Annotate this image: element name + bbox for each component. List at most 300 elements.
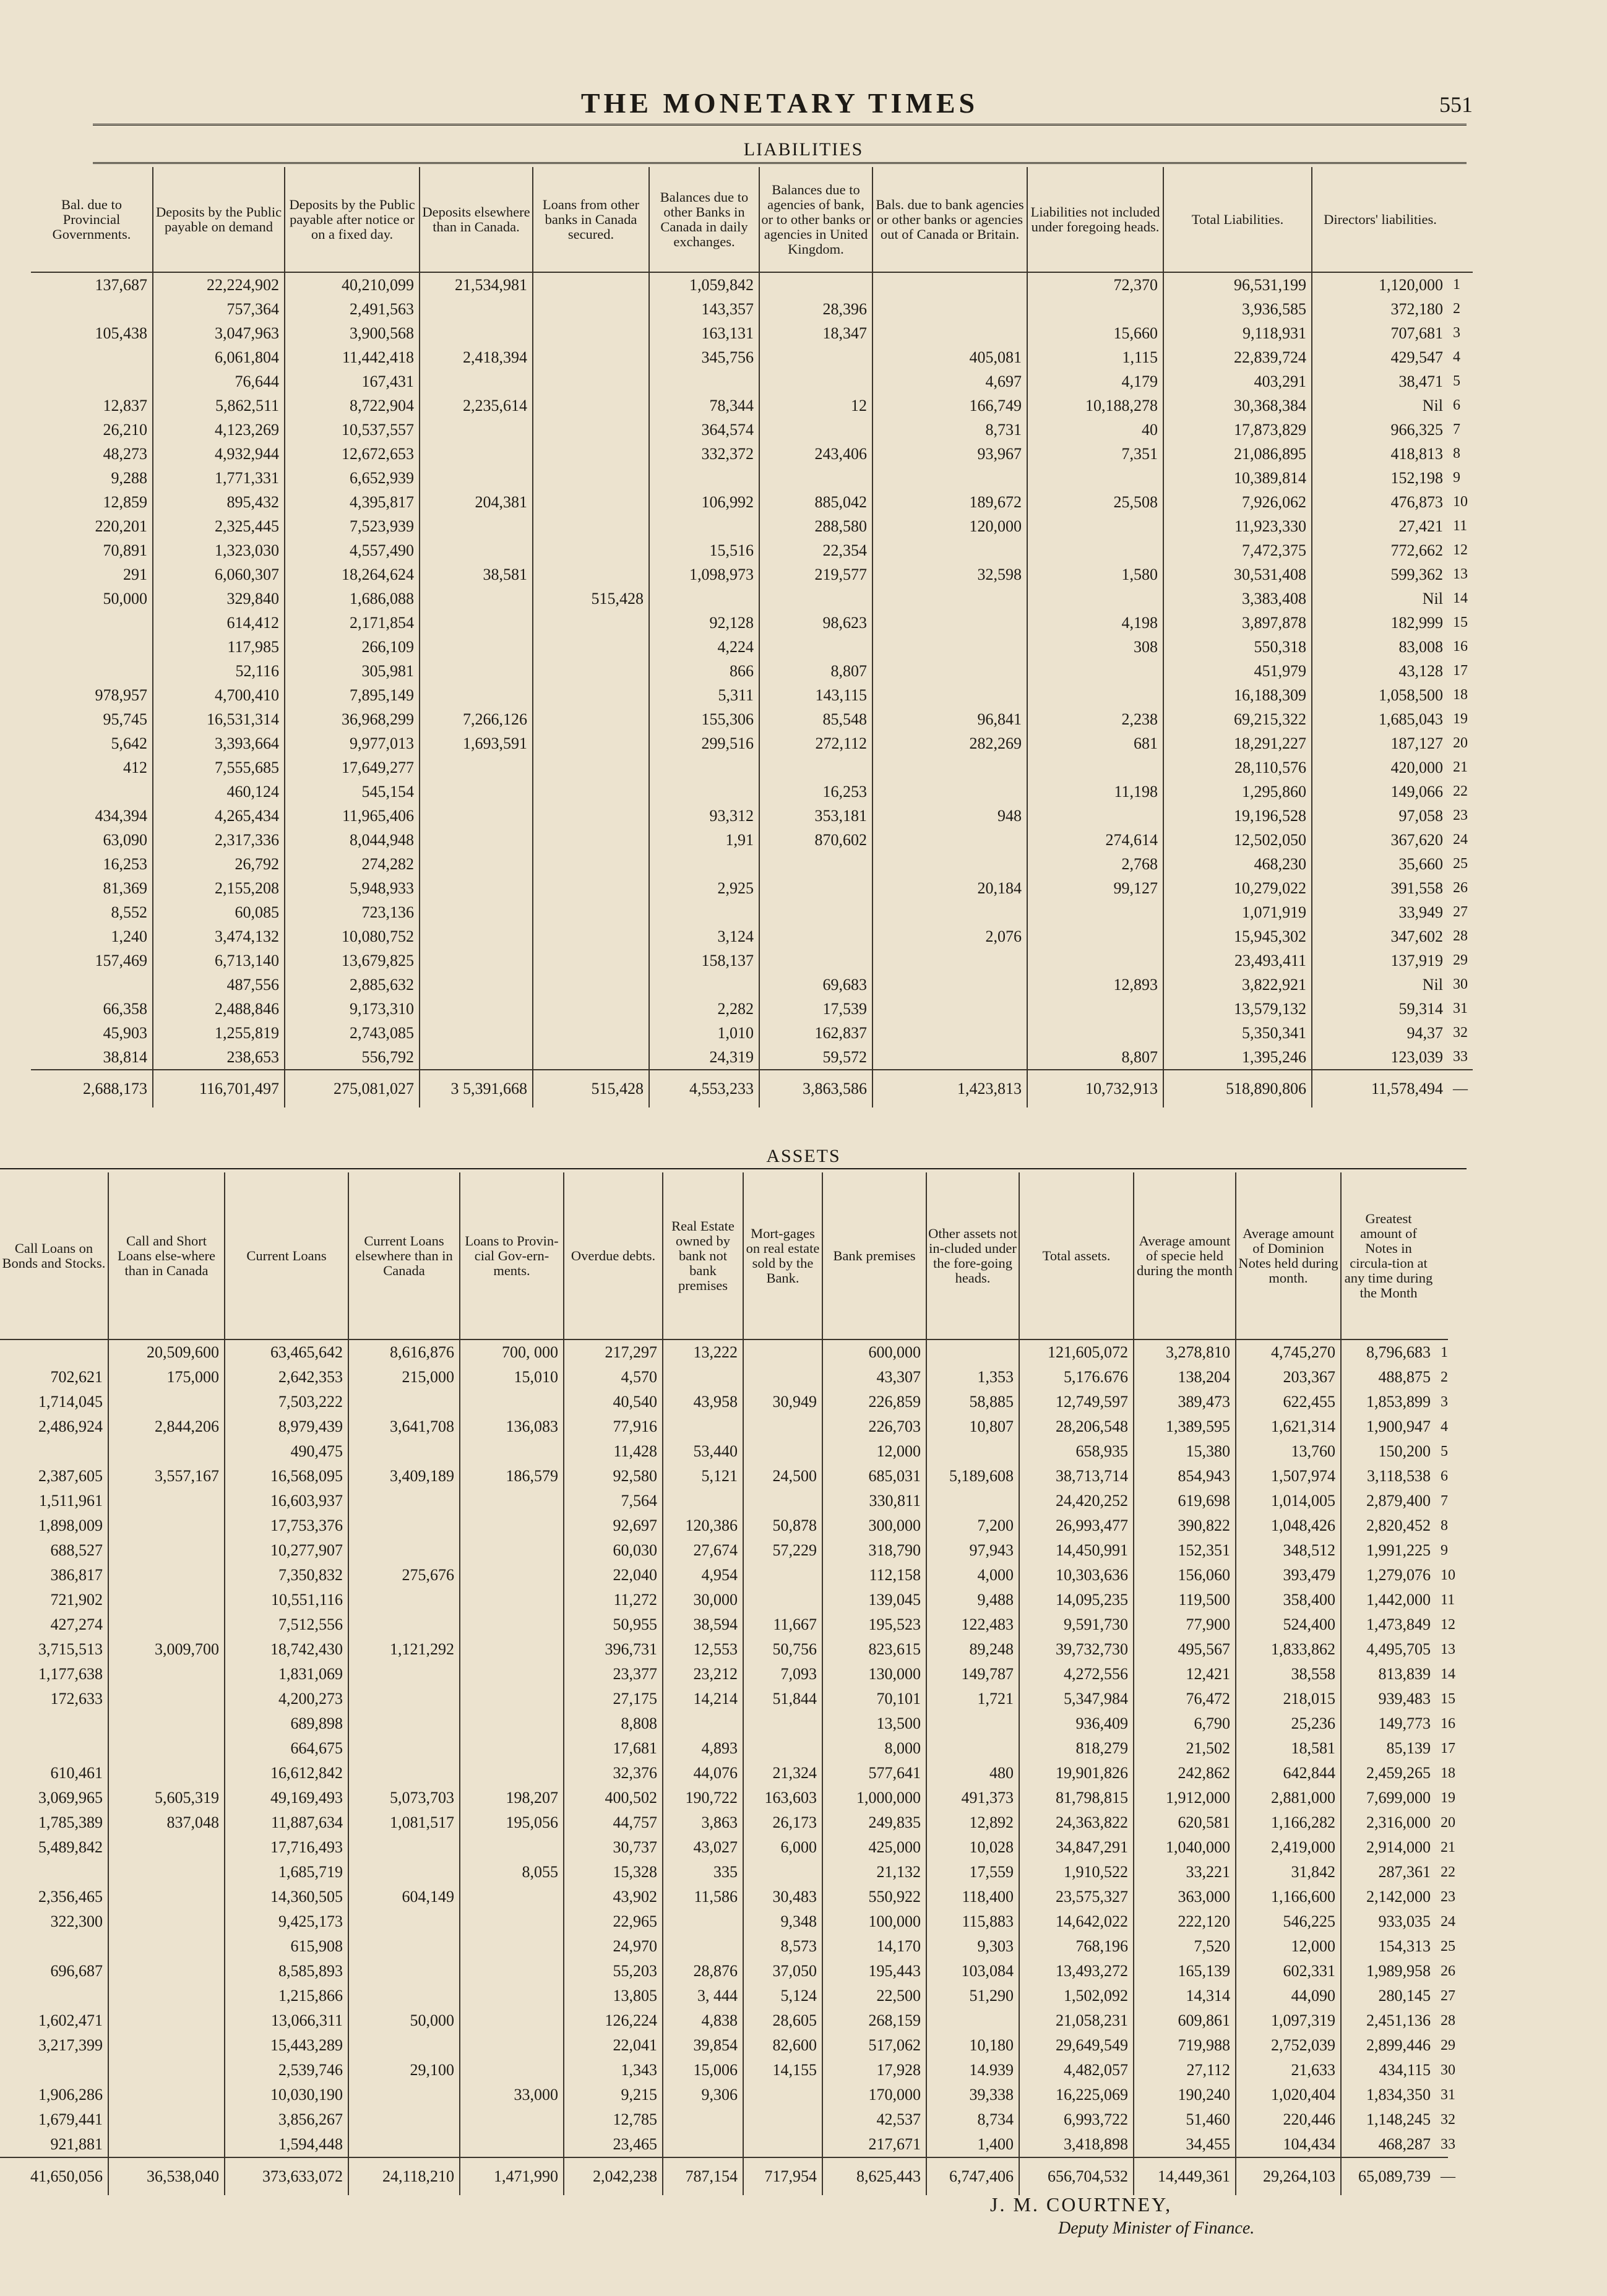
table-cell <box>1027 924 1163 948</box>
table-cell: 3,418,898 <box>1019 2132 1134 2157</box>
table-cell: 117,985 <box>153 635 285 659</box>
table-cell: 12,553 <box>663 1637 743 1662</box>
table-cell: 70,101 <box>822 1687 926 1711</box>
table-cell <box>872 1045 1027 1070</box>
table-cell: 195,443 <box>822 1959 926 1984</box>
table-cell <box>0 1934 108 1959</box>
table-cell: 60,030 <box>564 1538 663 1563</box>
table-row <box>31 1045 1473 1070</box>
row-number: 12 <box>1453 542 1468 558</box>
table-cell: 272,112 <box>759 731 872 755</box>
table-cell <box>108 2033 225 2058</box>
table-cell <box>108 1513 225 1538</box>
table-cell <box>108 1390 225 1414</box>
table-cell <box>348 1860 460 1885</box>
table-row <box>31 393 1473 418</box>
table-cell: 948 <box>872 804 1027 828</box>
table-cell: 38,814 <box>103 1048 147 1066</box>
table-cell <box>533 611 649 635</box>
table-cell: 138,204 <box>1134 1365 1236 1390</box>
row-number: 3 <box>1453 325 1460 341</box>
table-cell <box>663 1711 743 1736</box>
table-cell: 12,421 <box>1134 1662 1236 1687</box>
table-cell <box>743 1563 822 1588</box>
table-cell: 17,928 <box>822 2058 926 2083</box>
table-cell <box>348 2107 460 2132</box>
table-row <box>31 418 1473 442</box>
table-cell: 1,685,719 <box>225 1860 348 1885</box>
table-cell: 13,066,311 <box>225 2008 348 2033</box>
table-cell: 8,044,948 <box>285 828 420 852</box>
table-cell: 182,999 <box>1312 611 1448 635</box>
table-cell: 242,862 <box>1134 1761 1236 1786</box>
table-cell: 14,314 <box>1134 1984 1236 2008</box>
total-cell: 275,081,027 <box>285 1070 420 1107</box>
table-cell: 50,000 <box>348 2008 460 2033</box>
row-number: 23 <box>1441 1889 1455 1905</box>
table-cell: 49,169,493 <box>225 1786 348 1810</box>
table-cell <box>31 611 153 635</box>
table-cell <box>663 1414 743 1439</box>
table-cell: 60,085 <box>153 900 285 924</box>
table-cell: 939,483 <box>1341 1687 1436 1711</box>
table-cell <box>108 1588 225 1612</box>
table-cell: 9,215 <box>564 2083 663 2107</box>
table-cell: 15,945,302 <box>1163 924 1312 948</box>
table-cell: 405,081 <box>872 345 1027 369</box>
table-cell: 556,792 <box>285 1045 420 1070</box>
table-cell <box>533 659 649 683</box>
total-cell: 3 5,391,668 <box>420 1070 533 1107</box>
table-cell <box>348 1513 460 1538</box>
table-cell: 203,367 <box>1236 1365 1341 1390</box>
table-cell <box>108 1959 225 1984</box>
table-cell: 222,120 <box>1134 1909 1236 1934</box>
table-cell: 8,808 <box>564 1711 663 1736</box>
table-cell: 77,916 <box>564 1414 663 1439</box>
table-cell: 4,265,434 <box>153 804 285 828</box>
table-cell: 1,166,282 <box>1236 1810 1341 1835</box>
table-cell: 63,465,642 <box>225 1339 348 1365</box>
total-cell: 373,633,072 <box>225 2157 348 2195</box>
table-cell: 150,200 <box>1341 1439 1436 1464</box>
assets-header-4: Current Loans elsewhere than in Canada <box>348 1172 460 1339</box>
table-cell: 6,790 <box>1134 1711 1236 1736</box>
table-cell: 57,229 <box>743 1538 822 1563</box>
table-cell: 2,451,136 <box>1341 2008 1436 2033</box>
table-cell: 22,965 <box>564 1909 663 1934</box>
table-cell: 3,557,167 <box>108 1464 225 1489</box>
table-cell: 9,118,931 <box>1163 321 1312 345</box>
table-cell: 15,010 <box>460 1365 564 1390</box>
table-cell: 1,400 <box>926 2132 1019 2157</box>
table-row <box>31 587 1473 611</box>
table-cell: 978,957 <box>95 686 147 704</box>
table-cell: 2,491,563 <box>285 297 420 321</box>
table-cell: 18,742,430 <box>225 1637 348 1662</box>
table-cell <box>460 1736 564 1761</box>
table-cell: 30,000 <box>663 1588 743 1612</box>
table-cell: 158,137 <box>649 948 759 973</box>
table-cell: 7,699,000 <box>1341 1786 1436 1810</box>
table-cell <box>872 611 1027 635</box>
assets-header-5: Loans to Provin-cial Gov-ern-ments. <box>460 1172 564 1339</box>
table-cell <box>348 1711 460 1736</box>
row-number: 12 <box>1441 1617 1455 1633</box>
row-number: 24 <box>1453 832 1468 848</box>
table-cell <box>759 755 872 780</box>
table-cell: 1,785,389 <box>38 1813 103 1831</box>
row-number: 18 <box>1453 687 1468 703</box>
total-cell: 6,747,406 <box>926 2157 1019 2195</box>
table-cell: 389,473 <box>1134 1390 1236 1414</box>
table-cell: 10,277,907 <box>225 1538 348 1563</box>
row-number: 31 <box>1441 2087 1455 2103</box>
table-cell <box>533 272 649 297</box>
table-cell: 121,605,072 <box>1019 1339 1134 1365</box>
table-row <box>0 1390 1448 1414</box>
table-cell <box>108 2132 225 2157</box>
table-cell <box>108 1736 225 1761</box>
table-cell: 885,042 <box>759 490 872 514</box>
table-cell <box>759 418 872 442</box>
table-cell: 921,881 <box>50 2135 103 2153</box>
table-cell: 30,531,408 <box>1163 562 1312 587</box>
table-cell: 11,198 <box>1027 780 1163 804</box>
table-cell: 25,236 <box>1236 1711 1341 1736</box>
table-cell <box>533 490 649 514</box>
table-cell <box>31 973 153 997</box>
table-cell: 468,230 <box>1163 852 1312 876</box>
table-cell <box>1027 297 1163 321</box>
table-cell: 347,602 <box>1312 924 1448 948</box>
table-cell: 434,394 <box>95 807 147 825</box>
table-cell: 2,356,465 <box>38 1888 103 1906</box>
table-cell: 10,551,116 <box>225 1588 348 1612</box>
table-cell: 5,347,984 <box>1019 1687 1134 1711</box>
table-cell: 4,954 <box>663 1563 743 1588</box>
table-cell <box>31 345 153 369</box>
table-cell: 1,071,919 <box>1163 900 1312 924</box>
table-cell: 165,139 <box>1134 1959 1236 1984</box>
table-cell <box>108 1662 225 1687</box>
table-cell: 11,965,406 <box>285 804 420 828</box>
table-cell: 390,822 <box>1134 1513 1236 1538</box>
table-cell: 615,908 <box>225 1934 348 1959</box>
table-cell: 429,547 <box>1312 345 1448 369</box>
page-number: 551 <box>1439 92 1473 117</box>
table-cell: 9,288 <box>111 469 147 487</box>
total-cell: 1,471,990 <box>460 2157 564 2195</box>
table-cell <box>872 635 1027 659</box>
table-row <box>31 876 1473 900</box>
table-cell: 149,066 <box>1312 780 1448 804</box>
table-cell <box>108 1885 225 1909</box>
table-cell: 768,196 <box>1019 1934 1134 1959</box>
table-cell <box>460 1959 564 1984</box>
table-cell <box>926 2008 1019 2033</box>
table-cell: 3,393,664 <box>153 731 285 755</box>
table-cell <box>460 1687 564 1711</box>
table-cell <box>663 1489 743 1513</box>
table-cell: 545,154 <box>285 780 420 804</box>
table-cell: Nil <box>1312 587 1448 611</box>
table-row <box>0 1588 1448 1612</box>
liabilities-rule <box>93 162 1467 164</box>
table-cell <box>533 707 649 731</box>
table-cell: 7,472,375 <box>1163 538 1312 562</box>
liabilities-header-10: Total Liabilities. <box>1163 167 1312 272</box>
liabilities-header-rownum <box>1448 167 1473 272</box>
table-cell <box>420 924 533 948</box>
table-cell: 396,731 <box>564 1637 663 1662</box>
table-cell <box>460 1835 564 1860</box>
table-cell: 30,368,384 <box>1163 393 1312 418</box>
table-cell: 20,509,600 <box>108 1339 225 1365</box>
row-number: 33 <box>1441 2136 1455 2152</box>
table-cell: 3,047,963 <box>153 321 285 345</box>
table-cell: 32,598 <box>872 562 1027 587</box>
row-number: 9 <box>1441 1542 1448 1559</box>
table-cell: 2,743,085 <box>285 1021 420 1045</box>
table-cell: 1,255,819 <box>153 1021 285 1045</box>
table-cell: 69,215,322 <box>1163 707 1312 731</box>
table-cell: 15,380 <box>1134 1439 1236 1464</box>
table-cell: 5,176.676 <box>1019 1365 1134 1390</box>
table-cell: 6,652,939 <box>285 466 420 490</box>
total-cell: 515,428 <box>533 1070 649 1107</box>
table-row <box>31 973 1473 997</box>
table-cell: 14.939 <box>926 2058 1019 2083</box>
table-cell: 7,200 <box>926 1513 1019 1538</box>
table-cell <box>872 538 1027 562</box>
table-cell <box>460 2058 564 2083</box>
table-cell: 103,084 <box>926 1959 1019 1984</box>
table-cell: 642,844 <box>1236 1761 1341 1786</box>
table-cell: 550,318 <box>1163 635 1312 659</box>
table-cell: 59,314 <box>1312 997 1448 1021</box>
row-number: 25 <box>1441 1938 1455 1954</box>
table-cell: 23,465 <box>564 2132 663 2157</box>
table-cell: 1,020,404 <box>1236 2083 1341 2107</box>
row-number: 30 <box>1441 2062 1455 2078</box>
table-cell <box>460 1390 564 1414</box>
table-cell: 163,131 <box>649 321 759 345</box>
table-cell: 77,900 <box>1134 1612 1236 1637</box>
table-cell: 217,671 <box>822 2132 926 2157</box>
table-cell: 681 <box>1027 731 1163 755</box>
table-cell <box>663 1365 743 1390</box>
table-cell: 85,139 <box>1341 1736 1436 1761</box>
table-cell: 16,188,309 <box>1163 683 1312 707</box>
table-row <box>31 780 1473 804</box>
table-cell: 29,100 <box>348 2058 460 2083</box>
table-cell: 5,642 <box>111 734 147 752</box>
table-cell: 30,737 <box>564 1835 663 1860</box>
total-cell: 3,863,586 <box>759 1070 872 1107</box>
row-number: 14 <box>1453 590 1468 606</box>
table-row <box>0 2033 1448 2058</box>
row-number: 26 <box>1441 1963 1455 1979</box>
table-cell: 30,949 <box>743 1390 822 1414</box>
table-cell: 43,128 <box>1312 659 1448 683</box>
table-cell: 8,000 <box>822 1736 926 1761</box>
table-cell: 7,350,832 <box>225 1563 348 1588</box>
table-cell <box>926 1711 1019 1736</box>
table-cell: 348,512 <box>1236 1538 1341 1563</box>
table-cell: 249,835 <box>822 1810 926 1835</box>
row-number: 29 <box>1441 2037 1455 2053</box>
total-cell: 36,538,040 <box>108 2157 225 2195</box>
table-cell: 546,225 <box>1236 1909 1341 1934</box>
table-cell: 152,351 <box>1134 1538 1236 1563</box>
totals-row <box>0 2157 1448 2195</box>
table-cell: 22,224,902 <box>153 272 285 297</box>
table-cell: 126,224 <box>564 2008 663 2033</box>
table-cell <box>348 1736 460 1761</box>
table-cell: 189,672 <box>872 490 1027 514</box>
table-cell: 400,502 <box>564 1786 663 1810</box>
table-row <box>31 490 1473 514</box>
table-cell <box>649 900 759 924</box>
row-number: 27 <box>1441 1988 1455 2004</box>
table-cell: 1,621,314 <box>1236 1414 1341 1439</box>
table-cell: 335 <box>663 1860 743 1885</box>
table-cell: 22,041 <box>564 2033 663 2058</box>
table-cell: 1,507,974 <box>1236 1464 1341 1489</box>
table-cell: 14,214 <box>663 1687 743 1711</box>
table-cell: 76,472 <box>1134 1687 1236 1711</box>
table-cell <box>533 393 649 418</box>
table-cell: 11,586 <box>663 1885 743 1909</box>
table-cell: 24,363,822 <box>1019 1810 1134 1835</box>
table-cell: 2,238 <box>1027 707 1163 731</box>
table-cell: 1,279,076 <box>1341 1563 1436 1588</box>
table-row <box>0 1563 1448 1588</box>
table-cell: 1,714,045 <box>38 1393 103 1411</box>
row-number: 6 <box>1441 1468 1448 1484</box>
table-cell: 517,062 <box>822 2033 926 2058</box>
table-cell: 13,500 <box>822 1711 926 1736</box>
table-row <box>31 538 1473 562</box>
table-cell: 3,124 <box>649 924 759 948</box>
table-cell: 6,713,140 <box>153 948 285 973</box>
table-cell: 96,841 <box>872 707 1027 731</box>
table-cell: 7,523,939 <box>285 514 420 538</box>
row-number: 16 <box>1441 1716 1455 1732</box>
table-cell: 4,198 <box>1027 611 1163 635</box>
table-cell <box>108 1984 225 2008</box>
table-cell <box>420 297 533 321</box>
table-cell <box>420 852 533 876</box>
table-row <box>0 1687 1448 1711</box>
table-cell: 11,428 <box>564 1439 663 1464</box>
table-cell <box>872 900 1027 924</box>
row-number: 11 <box>1441 1592 1455 1608</box>
table-cell <box>420 369 533 393</box>
table-cell: 243,406 <box>759 442 872 466</box>
row-number: 26 <box>1453 880 1468 896</box>
table-cell <box>420 755 533 780</box>
table-cell <box>460 1984 564 2008</box>
total-cell: 41,650,056 <box>0 2157 108 2195</box>
table-cell: 26,173 <box>743 1810 822 1835</box>
table-cell: 8,616,876 <box>348 1339 460 1365</box>
table-cell <box>460 1934 564 1959</box>
table-cell: 190,240 <box>1134 2083 1236 2107</box>
liabilities-header-2: Deposits by the Public payable on demand <box>153 167 285 272</box>
table-cell: 330,811 <box>822 1489 926 1513</box>
table-cell: 2,879,400 <box>1341 1489 1436 1513</box>
table-cell: 329,840 <box>153 587 285 611</box>
table-cell: 39,338 <box>926 2083 1019 2107</box>
table-cell: 166,749 <box>872 393 1027 418</box>
table-cell: 21,534,981 <box>420 272 533 297</box>
table-cell: 685,031 <box>822 1464 926 1489</box>
table-cell: 1,473,849 <box>1341 1612 1436 1637</box>
table-cell: 45,903 <box>103 1024 147 1042</box>
table-cell: 4,395,817 <box>285 490 420 514</box>
table-cell <box>872 948 1027 973</box>
liabilities-header-8: Bals. due to bank agencies or other banks or agencies out of Canada or Britain. <box>872 167 1027 272</box>
table-cell <box>348 1588 460 1612</box>
table-cell <box>31 369 153 393</box>
table-cell <box>420 828 533 852</box>
table-cell: 97,058 <box>1312 804 1448 828</box>
total-cell: 8,625,443 <box>822 2157 926 2195</box>
table-cell: 1,511,961 <box>38 1492 103 1510</box>
row-number: 21 <box>1441 1839 1455 1855</box>
table-cell: 1,906,286 <box>38 2086 103 2104</box>
row-number: 3 <box>1441 1394 1448 1410</box>
table-cell: 386,817 <box>50 1566 103 1584</box>
table-cell <box>743 1439 822 1464</box>
table-cell: 1,395,246 <box>1163 1045 1312 1070</box>
assets-header-12: Average amount of specie held during the month <box>1134 1172 1236 1339</box>
table-cell: 345,756 <box>649 345 759 369</box>
table-cell: 274,614 <box>1027 828 1163 852</box>
assets-header-1: Call Loans on Bonds and Stocks. <box>0 1172 108 1339</box>
table-cell: 2,419,000 <box>1236 1835 1341 1860</box>
table-cell: 11,923,330 <box>1163 514 1312 538</box>
table-row <box>31 297 1473 321</box>
total-cell: 116,701,497 <box>153 1070 285 1107</box>
table-cell: 137,919 <box>1312 948 1448 973</box>
table-cell: 1,343 <box>564 2058 663 2083</box>
table-cell: 266,109 <box>285 635 420 659</box>
table-cell <box>872 755 1027 780</box>
table-cell: 2,881,000 <box>1236 1786 1341 1810</box>
table-cell: 220,201 <box>95 517 147 535</box>
table-cell: 12 <box>759 393 872 418</box>
table-cell: 38,471 <box>1312 369 1448 393</box>
table-cell: 1,098,973 <box>649 562 759 587</box>
table-cell: 35,660 <box>1312 852 1448 876</box>
table-row <box>0 2083 1448 2107</box>
row-number: 28 <box>1453 928 1468 944</box>
table-cell: 318,790 <box>822 1538 926 1563</box>
table-cell <box>460 1439 564 1464</box>
table-cell <box>420 635 533 659</box>
table-cell: 372,180 <box>1312 297 1448 321</box>
total-cell: 65,089,739 <box>1341 2157 1436 2195</box>
table-cell <box>0 2058 108 2083</box>
table-cell: 866 <box>649 659 759 683</box>
table-cell: 367,620 <box>1312 828 1448 852</box>
row-number: 16 <box>1453 638 1468 655</box>
table-cell: 895,432 <box>153 490 285 514</box>
table-cell: 11,272 <box>564 1588 663 1612</box>
